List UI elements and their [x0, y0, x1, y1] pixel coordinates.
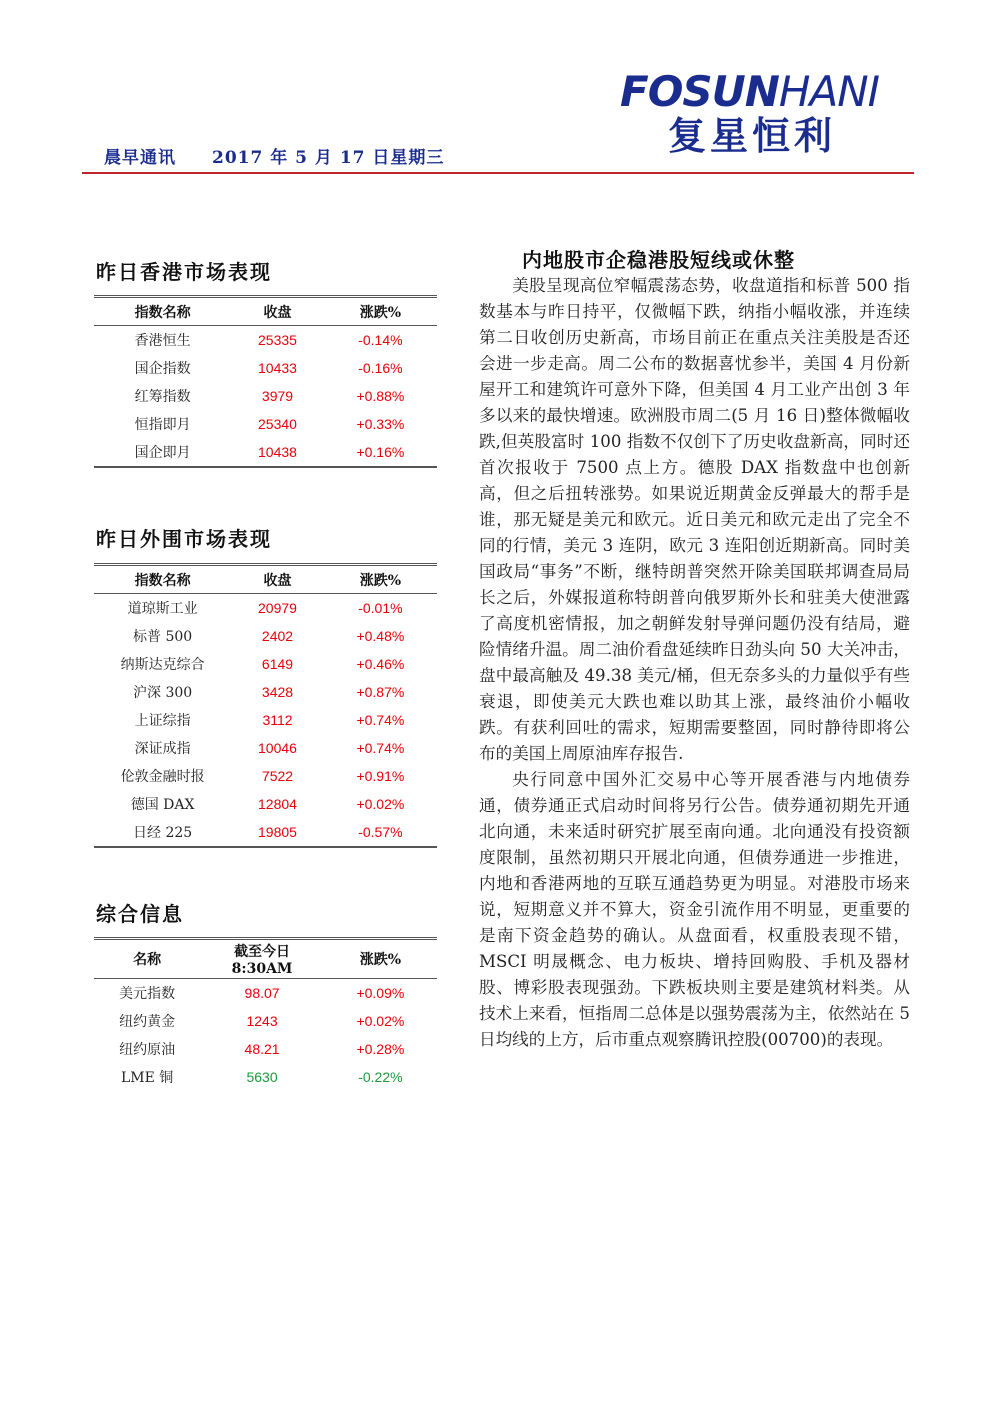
- info-table: [94, 937, 437, 1091]
- hk-market-table: [94, 295, 437, 468]
- index-name: 香港恒生: [134, 333, 191, 349]
- header-divider: [82, 172, 914, 174]
- table-row: [94, 818, 437, 847]
- index-close: 20979: [258, 600, 297, 616]
- col-header-close: 收盘: [231, 297, 324, 326]
- index-close: 2402: [261, 628, 294, 644]
- logo-en-thin: HANI: [778, 67, 880, 116]
- info-title: 综合信息: [96, 902, 184, 926]
- index-close: 10433: [258, 360, 297, 376]
- table-row: [94, 979, 437, 1008]
- index-change: -0.16%: [358, 360, 403, 376]
- item-name: 纽约原油: [119, 1042, 176, 1058]
- col-header-name: 指数名称: [94, 297, 231, 326]
- item-name: 纽约黄金: [119, 1014, 176, 1030]
- table-row: [94, 790, 437, 818]
- index-close: 3979: [261, 388, 294, 404]
- index-close: 10046: [258, 740, 297, 756]
- index-name: 纳斯达克综合: [120, 657, 205, 673]
- table-row: [94, 354, 437, 382]
- logo-english: [620, 67, 912, 116]
- item-value: 5630: [246, 1069, 278, 1085]
- index-close: 25340: [258, 416, 297, 432]
- report-header: [104, 143, 480, 168]
- table-row: [94, 438, 437, 467]
- article-body: [479, 273, 910, 1053]
- table-row: [94, 650, 437, 678]
- col-header-change: 涨跌%: [324, 939, 437, 979]
- index-change: +0.74%: [356, 740, 405, 756]
- table-row: [94, 382, 437, 410]
- index-change: +0.46%: [356, 656, 405, 672]
- item-change: +0.09%: [356, 985, 405, 1001]
- item-change: +0.02%: [356, 1013, 405, 1029]
- col-header-close: 收盘: [231, 565, 324, 594]
- index-close: 10438: [231, 438, 324, 467]
- table-row: [94, 706, 437, 734]
- hk-market-title: 昨日香港市场表现: [96, 260, 272, 284]
- index-change: -0.14%: [358, 332, 403, 348]
- article-title: 内地股市企稳港股短线或休整: [522, 248, 795, 272]
- index-name: 道琼斯工业: [127, 601, 198, 617]
- article-paragraph: 美股呈现高位窄幅震荡态势，收盘道指和标普 500 指数基本与昨日持平，仅微幅下跌，纳指小幅收涨，并连续第二日收创历史新高，市场目前正在重点关注美股是否还会进一步走高。周二公布的数据喜忧参半，美国 4 月份新屋开工和建筑许可意外下降，但美国 4 月工业产出创 3 年多以来的最快增速。欧洲股市周二(5 月 16 日)整体微幅收跌,但英股富时 100 指数不仅创下了历史收盘新高，同时还首次报收于 7500 点上方。德股 DAX 指数盘中也创新高，但之后扭转涨势。如果说近期黄金反弹最大的帮手是谁，那无疑是美元和欧元。近日美元和欧元走出了完全不同的行情，美元 3 连阴，欧元 3 连阳创近期新高。同时美国政局“事务”不断，继特朗普突然开除美国联邦调查局局长之后，外媒报道称特朗普向俄罗斯外长和驻美大使泄露了高度机密情报，加之朝鲜发射导弹问题仍没有结局，避险情绪升温。周二油价看盘延续昨日劲头向 50 大关冲击，盘中最高触及 49.38 美元/桶，但无奈多头的力量似乎有些衰退，即使美元大跌也难以助其上涨，最终油价小幅收跌。有获利回吐的需求，短期需要整固，同时静待即将公布的美国上周原油库存报告.: [479, 276, 910, 763]
- index-name: 国企即月: [94, 438, 231, 467]
- col-header-close: 截至今日 8:30AM: [200, 939, 323, 979]
- table-row: [94, 622, 437, 650]
- index-change: -0.57%: [324, 818, 437, 847]
- ext-market-title: 昨日外围市场表现: [96, 527, 272, 551]
- col-header-change: 涨跌%: [324, 565, 437, 594]
- index-close: 25335: [258, 332, 297, 348]
- item-name: LME 铜: [121, 1070, 174, 1086]
- table-row: [94, 734, 437, 762]
- index-change: +0.87%: [356, 684, 405, 700]
- table-row: [94, 1035, 437, 1063]
- item-name: 美元指数: [119, 986, 176, 1002]
- index-close: 3428: [261, 684, 294, 700]
- logo-en-bold: FOSUN: [620, 67, 779, 116]
- table-row: [94, 678, 437, 706]
- logo-chinese: 复星恒利: [668, 114, 837, 158]
- fosun-hani-logo: [620, 67, 912, 160]
- col-header-name: 名称: [94, 939, 200, 979]
- index-name: 日经 225: [94, 818, 231, 847]
- table-row: [94, 594, 437, 623]
- index-change: +0.91%: [356, 768, 405, 784]
- index-name: 深证成指: [134, 741, 191, 757]
- index-name: 伦敦金融时报: [120, 769, 205, 785]
- index-change: +0.88%: [356, 388, 405, 404]
- index-close: 6149: [261, 656, 294, 672]
- index-name: 上证综指: [134, 713, 191, 729]
- index-change: +0.02%: [356, 796, 405, 812]
- col-header-change: 涨跌%: [324, 297, 437, 326]
- ext-market-table: [94, 563, 437, 848]
- index-name: 标普 500: [133, 629, 193, 645]
- item-value: 98.07: [244, 985, 280, 1001]
- index-change: -0.01%: [358, 600, 403, 616]
- col-header-name: 指数名称: [94, 565, 231, 594]
- index-close: 19805: [231, 818, 324, 847]
- index-close: 12804: [258, 796, 297, 812]
- index-close: 3112: [262, 712, 293, 728]
- index-change: +0.33%: [356, 416, 405, 432]
- table-row: [94, 1063, 437, 1091]
- index-name: 恒指即月: [134, 417, 191, 433]
- report-name: 晨早通讯: [104, 148, 176, 168]
- item-value: 48.21: [244, 1041, 280, 1057]
- index-name: 红筹指数: [134, 389, 191, 405]
- index-close: 7522: [261, 768, 294, 784]
- item-change: -0.22%: [358, 1069, 403, 1085]
- index-change: +0.16%: [324, 438, 437, 467]
- table-row: [94, 1007, 437, 1035]
- item-change: +0.28%: [356, 1041, 405, 1057]
- report-date: 2017 年 5 月 17 日星期三: [212, 148, 445, 168]
- table-row: [94, 762, 437, 790]
- index-name: 德国 DAX: [130, 797, 195, 813]
- table-row: [94, 326, 437, 355]
- index-change: +0.74%: [356, 712, 405, 728]
- article-paragraph: 央行同意中国外汇交易中心等开展香港与内地债券通，债券通正式启动时间将另行公告。债券通初期先开通北向通，未来适时研究扩展至南向通。北向通没有投资额度限制，虽然初期只开展北向通，但债券通进一步推进，内地和香港两地的互联互通趋势更为明显。对港股市场来说，短期意义并不算大，资金引流作用不明显，更重要的是南下资金趋势的确认。从盘面看，权重股表现不错，MSCI 明晟概念、电力板块、增持回购股、手机及器材股、博彩股表现强劲。下跌板块则主要是建筑材料类。从技术上来看，恒指周二总体是以强势震荡为主，依然站在 5 日均线的上方，后市重点观察腾讯控股(00700)的表现。: [479, 770, 910, 1049]
- index-name: 国企指数: [134, 361, 191, 377]
- table-row: [94, 410, 437, 438]
- index-name: 沪深 300: [133, 685, 193, 701]
- item-value: 1243: [246, 1013, 278, 1029]
- index-change: +0.48%: [356, 628, 405, 644]
